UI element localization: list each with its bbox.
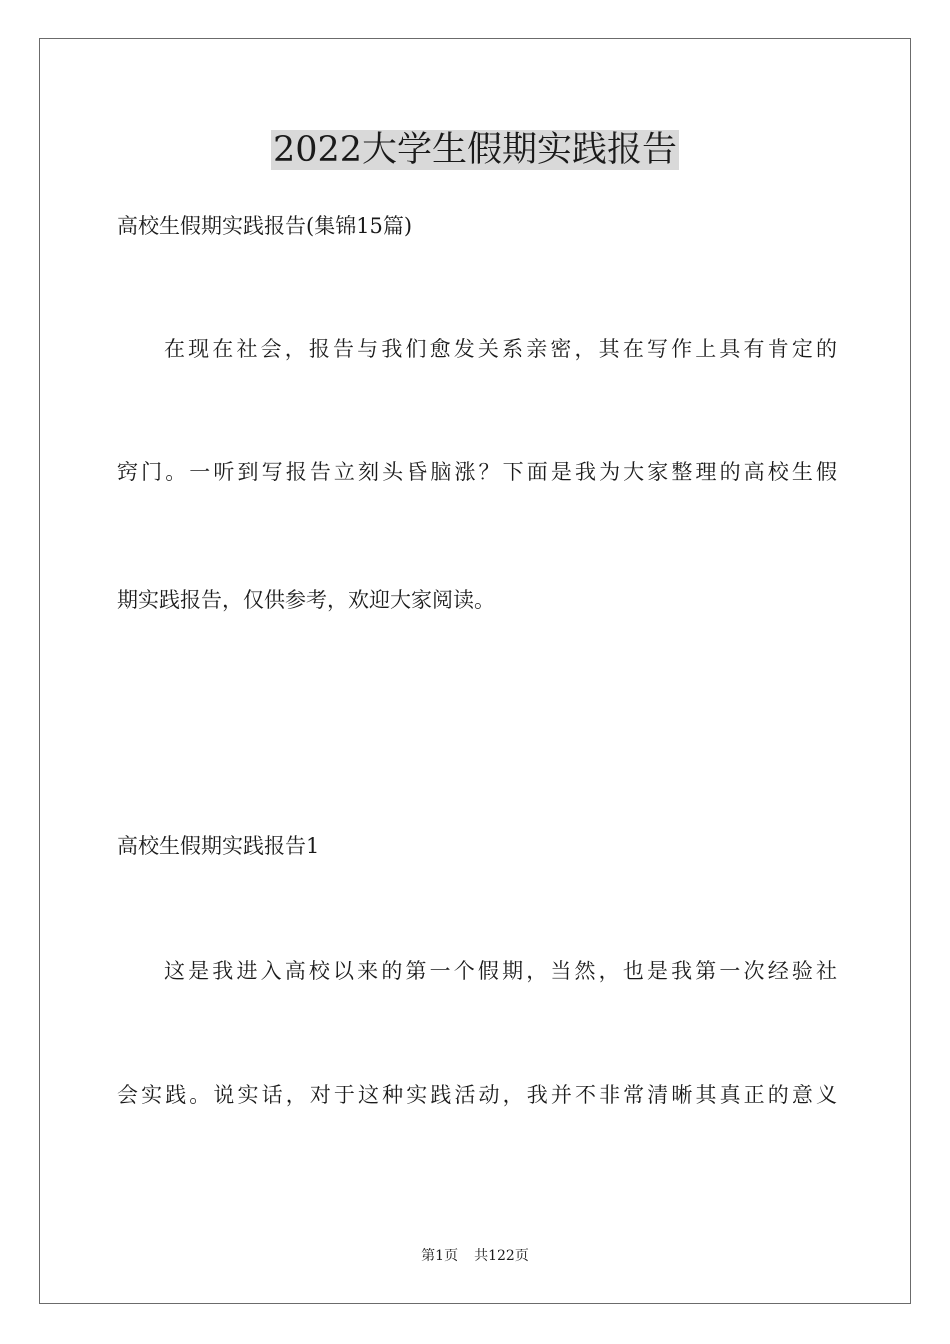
section-line-1: 这是我进入高校以来的第一个假期，当然，也是我第一次经验社 [164,959,837,983]
document-title [0,126,950,174]
intro-line-2: 窍门。一听到写报告立刻头昏脑涨？下面是我为大家整理的高校生假 [117,460,837,484]
document-title-text: 2022大学生假期实践报告 [272,130,678,170]
page-footer [0,1246,950,1266]
section-heading: 高校生假期实践报告1 [117,834,320,858]
document-subtitle: 高校生假期实践报告(集锦15篇) [117,214,413,238]
intro-line-1: 在现在社会，报告与我们愈发关系亲密，其在写作上具有肯定的 [164,337,837,361]
intro-line-3: 期实践报告，仅供参考，欢迎大家阅读。 [117,588,495,612]
page-total: 共122页 [474,1248,529,1264]
section-line-2: 会实践。说实话，对于这种实践活动，我并不非常清晰其真正的意义 [117,1083,837,1107]
page-number: 第1页 [421,1248,459,1264]
